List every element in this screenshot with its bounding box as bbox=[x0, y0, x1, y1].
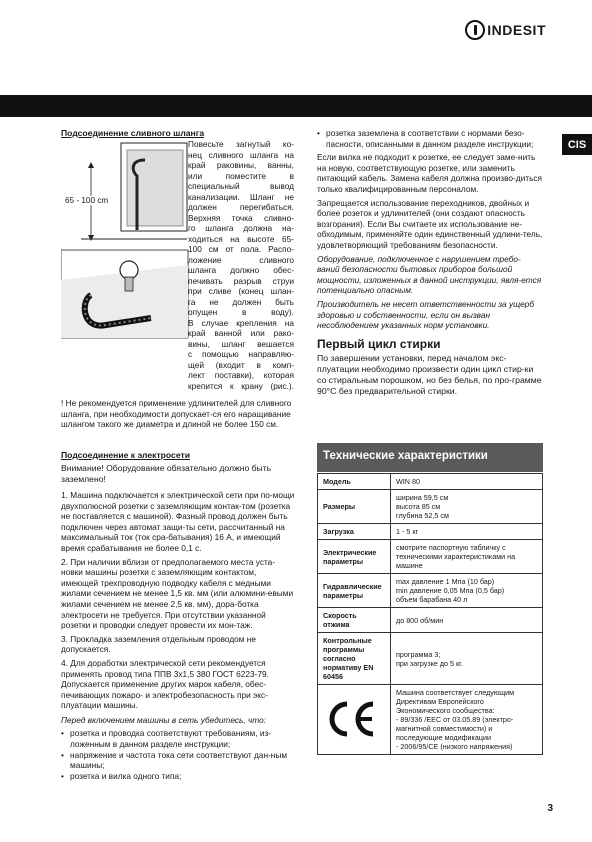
drain-line: ходиться на высоте 65- bbox=[188, 233, 294, 244]
height-label: 65 - 100 cm bbox=[65, 196, 109, 205]
spec-key: Скорость отжима bbox=[318, 608, 391, 633]
plug-paragraph: Если вилка не подходит к розетке, ее следует заме-нить на новую, соответствующую розетке, или заменить питающий кабель. Замена кабеля должна произво-диться только квалифицированным персоналом. bbox=[317, 152, 543, 194]
adapter-paragraph: Запрещается использование переходников, двойных и более розеток и удлинителей (они создают опасность возгорания). Если Вы считаете их использование не-обходимым, применяйте один единственный удлини-тель, удовлетворяющий требованиям безопасности. bbox=[317, 197, 543, 250]
drain-line: го шланга должна на- bbox=[188, 223, 294, 233]
spec-key: Загрузка bbox=[318, 524, 391, 540]
drain-line: щей (входит в комп- bbox=[188, 359, 294, 370]
first-cycle-text: По завершении установки, перед началом экс-плуатации необходимо произвести один цикл стир-ки со стиральным порошком, но без белья, по про-грамме 90°С без предварительной стирки. bbox=[317, 353, 542, 396]
drain-line: лект поставки), которая bbox=[188, 370, 294, 380]
drain-line: В случае крепления на bbox=[188, 317, 294, 328]
spec-value: Машина соответствует следующим Директивам Европейского Экономического сообщества: - 89/336 /EEC от 03.05.89 (электро-магнитной совместимости) и последующие модификации - 2006/95/CE (низкого напряжения) bbox=[391, 685, 543, 755]
spec-value: WIN 80 bbox=[391, 474, 543, 490]
spec-value: до 800 об/мин bbox=[391, 608, 543, 633]
tech-spec-header bbox=[317, 443, 543, 472]
electric-items bbox=[61, 490, 295, 781]
check-bullet: • напряжение и частота тока сети соответствуют дан-ным машины; bbox=[61, 750, 295, 771]
header-bar bbox=[0, 95, 592, 117]
drain-line: при сливе (конец шлан- bbox=[188, 286, 294, 296]
tech-spec-title: Технические характеристики bbox=[323, 450, 488, 462]
spec-value: смотрите паспортную табличку с техническими характеристиками на машине bbox=[391, 540, 543, 574]
electric-item: 3. Прокладка заземления отдельным проводом не допускается. bbox=[61, 633, 256, 655]
drain-warning: ! Не рекомендуется применение удлинителей для сливного шланга, при необходимости допускает-ся его наращивание шлангом такого же диаметра и длиной не более 150 см. bbox=[61, 398, 292, 430]
spec-key: Гидравлические параметры bbox=[318, 574, 391, 608]
electric-attention: Внимание! Оборудование обязательно должно быть заземлено! bbox=[61, 463, 272, 484]
first-cycle-heading: Первый цикл стирки bbox=[317, 337, 441, 351]
electric-item: 1. Машина подключается к электрической сети при по-мощи двухполюсной розетки с заземляющим контак-том (розетка не поставляется с машиной). Фазный провод должен быть подключен через автомат защи-ты сети, рассчитанный на максимальный ток (ток сра-батывания) 16 А, и имеющий время срабатывания не более 0,1 с. bbox=[61, 490, 295, 553]
spec-key: Модель bbox=[318, 474, 391, 490]
spec-value: max давление 1 Mпа (10 бар) min давление 0,05 Mпа (0,5 бар) объем барабана 40 л bbox=[391, 574, 543, 608]
drain-line: нец сливного шланга на bbox=[188, 149, 294, 160]
drain-line: га не должен быть bbox=[188, 296, 294, 307]
spec-value: программа 3; при загрузке до 5 кг. bbox=[391, 633, 543, 685]
drain-hose-illustration bbox=[61, 140, 189, 340]
spec-value: 1 - 5 кг bbox=[391, 524, 543, 540]
drain-line: или поместите в bbox=[188, 170, 294, 181]
spec-key: Контрольные программы согласно нормативу EN 60456 bbox=[318, 633, 391, 685]
spec-key: Электрические параметры bbox=[318, 540, 391, 574]
page-number: 3 bbox=[547, 803, 553, 814]
drain-line: специальный вывод bbox=[188, 181, 294, 191]
danger-paragraph: Оборудование, подключенное с нарушением требо-ваний безопасности бытовых приборов большой мощности, изложенных в данной инструкции, явля-ется потенциально опасным. bbox=[317, 253, 542, 296]
tech-spec-table bbox=[317, 473, 543, 755]
drain-line: ложение сливного bbox=[188, 254, 294, 265]
spec-key bbox=[318, 685, 391, 755]
liability-paragraph: Производитель не несет ответственности за ущерб здоровью и собственности, если он вызван несоблюдением указанных норм установки. bbox=[317, 298, 535, 331]
spec-row bbox=[318, 524, 543, 540]
drain-line: печивать разрыв струи bbox=[188, 275, 294, 286]
check-bullet: • розетка и проводка соответствуют требованиям, из-ложенным в данном разделе инструкции; bbox=[61, 728, 295, 749]
drain-line: шланга должно обес- bbox=[188, 265, 294, 275]
drain-line: канализации. Шланг не bbox=[188, 191, 294, 202]
logo-symbol-icon bbox=[465, 20, 485, 40]
spec-row bbox=[318, 474, 543, 490]
drain-line: Повесьте загнутый ко- bbox=[188, 139, 294, 149]
drain-line: крепится к крану (рис.). bbox=[188, 380, 294, 391]
electric-item: 4. Для доработки электрической сети рекомендуется применять провод типа ППВ 3х1,5 380 ГОСТ 6223-79. Допускается применение других марок кабеля, обес-печивающих пожаро- и электробезопасность при экс-плуатации машины. bbox=[61, 657, 269, 711]
check-bullet: • розетка и вилка одного типа; bbox=[61, 771, 295, 782]
drain-line: вины, шланг вешается bbox=[188, 338, 294, 349]
drain-line: 100 см от пола. Распо- bbox=[188, 244, 294, 254]
drain-line: край раковины, ванны, bbox=[188, 160, 294, 170]
drain-line: должен перегибаться. bbox=[188, 202, 294, 212]
electric-heading: Подсоединение к электросети bbox=[61, 450, 190, 460]
brand-logo bbox=[465, 20, 546, 40]
spec-key: Размеры bbox=[318, 490, 391, 524]
ground-bullet: • розетка заземлена в соответствии с нормами безо-пасности, описанными в данном разделе инструкции; bbox=[317, 128, 543, 149]
electric-item: 2. При наличии вблизи от предполагаемого места уста-новки машины розетки с заземляющим контактом, имеющей трехпроводную подводку кабеля с медными жилами сечением не менее 1,5 кв. мм (или алюмини-евыми жилами сечением не менее 2,5 кв. мм), дора-ботка электросети не требуется. При отсутствии указанной розетки и проводки следует провести их мон-таж. bbox=[61, 556, 294, 631]
spec-row bbox=[318, 490, 543, 524]
drain-line: Верхняя точка сливно- bbox=[188, 212, 294, 223]
spec-row bbox=[318, 685, 543, 755]
spec-row bbox=[318, 608, 543, 633]
ce-mark-icon bbox=[323, 698, 377, 740]
spec-value: ширина 59,5 см высота 85 см глубина 52,5 см bbox=[391, 490, 543, 524]
drain-line: край ванной или рако- bbox=[188, 328, 294, 338]
spec-row bbox=[318, 633, 543, 685]
brand-name: INDESIT bbox=[487, 22, 546, 38]
right-column-text bbox=[317, 128, 543, 334]
drain-instructions bbox=[188, 139, 294, 391]
language-tab: CIS bbox=[562, 134, 592, 155]
check-intro: Перед включением машины в сеть убедитесь, что: bbox=[61, 714, 267, 725]
spec-row bbox=[318, 574, 543, 608]
spec-row bbox=[318, 540, 543, 574]
drain-heading: Подсоединение сливного шланга bbox=[61, 128, 205, 138]
drain-line: опущен в воду). bbox=[188, 307, 294, 317]
drain-line: с помощью направляю- bbox=[188, 349, 294, 359]
